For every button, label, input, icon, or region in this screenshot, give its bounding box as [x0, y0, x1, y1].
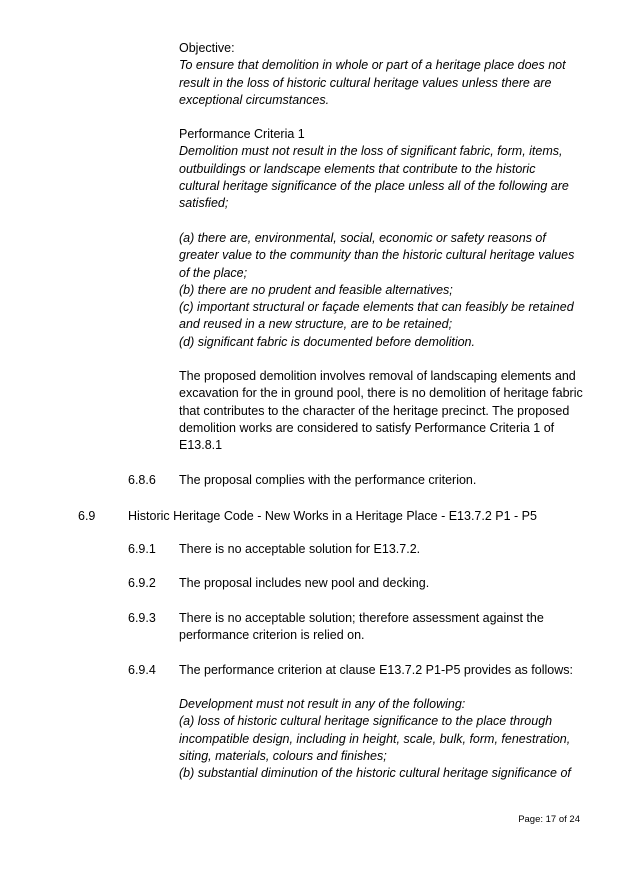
- section-number: 6.9: [78, 509, 96, 523]
- performance-criteria-line: outbuildings or landscape elements that contribute to the historic: [179, 161, 536, 176]
- assessment-line: demolition works are considered to satisfy Performance Criteria 1 of: [179, 420, 555, 435]
- item-number: 6.8.6: [128, 473, 156, 487]
- item-text: There is no acceptable solution for E13.7.2.: [179, 542, 421, 556]
- criteria-item: of the place;: [179, 265, 248, 280]
- item-number: 6.9.2: [128, 576, 156, 590]
- criteria-item: greater value to the community than the historic cultural heritage values: [179, 248, 575, 263]
- assessment-line: excavation for the in ground pool, there is no demolition of heritage fabric: [179, 386, 583, 401]
- section-title: Historic Heritage Code - New Works in a Heritage Place - E13.7.2 P1 - P5: [128, 509, 537, 523]
- performance-criteria-block: [179, 126, 584, 212]
- development-criteria: [179, 696, 584, 782]
- criteria-item: (a) there are, environmental, social, economic or safety reasons of: [179, 231, 546, 245]
- development-line: siting, materials, colours and finishes;: [179, 748, 387, 763]
- criteria-item: and reused in a new structure, are to be retained;: [179, 317, 453, 332]
- performance-criteria-line: satisfied;: [179, 196, 229, 211]
- item-text: The proposal includes new pool and decking.: [179, 576, 430, 590]
- development-line: (b) substantial diminution of the historic cultural heritage significance of: [179, 766, 571, 781]
- criteria-item: (c) important structural or façade elements that can feasibly be retained: [179, 300, 574, 315]
- objective-block: [179, 40, 584, 109]
- objective-label: Objective:: [179, 41, 235, 55]
- objective-line: result in the loss of historic cultural heritage values unless there are: [179, 75, 552, 90]
- item-number: 6.9.1: [128, 542, 156, 556]
- item-text-line: performance criterion is relied on.: [179, 628, 365, 643]
- performance-criteria-line: Demolition must not result in the loss of significant fabric, form, items,: [179, 144, 563, 159]
- objective-line: To ensure that demolition in whole or part of a heritage place does not: [179, 58, 566, 73]
- item-number: 6.9.4: [128, 663, 156, 677]
- development-line: Development must not result in any of the following:: [179, 697, 466, 711]
- assessment-paragraph: [179, 368, 584, 454]
- performance-criteria-label: Performance Criteria 1: [179, 127, 305, 141]
- development-line: incompatible design, including in height, scale, bulk, form, fenestration,: [179, 731, 571, 746]
- item-text-line: There is no acceptable solution; therefore assessment against the: [179, 611, 544, 625]
- assessment-line: E13.8.1: [179, 438, 223, 453]
- page-number-footer: Page: 17 of 24: [518, 814, 580, 825]
- criteria-item: (d) significant fabric is documented before demolition.: [179, 334, 475, 349]
- assessment-line: that contributes to the character of the heritage precinct. The proposed: [179, 403, 570, 418]
- item-text: The proposal complies with the performance criterion.: [179, 473, 477, 487]
- item-number: 6.9.3: [128, 611, 156, 625]
- item-text: The performance criterion at clause E13.7.2 P1-P5 provides as follows:: [179, 663, 573, 677]
- performance-criteria-line: cultural heritage significance of the place unless all of the following are: [179, 178, 569, 193]
- assessment-line: The proposed demolition involves removal of landscaping elements and: [179, 369, 576, 383]
- item-text-block: [179, 610, 584, 645]
- criteria-list: [179, 230, 584, 351]
- criteria-item: (b) there are no prudent and feasible alternatives;: [179, 282, 453, 297]
- objective-line: exceptional circumstances.: [179, 92, 330, 107]
- development-line: (a) loss of historic cultural heritage significance to the place through: [179, 714, 553, 729]
